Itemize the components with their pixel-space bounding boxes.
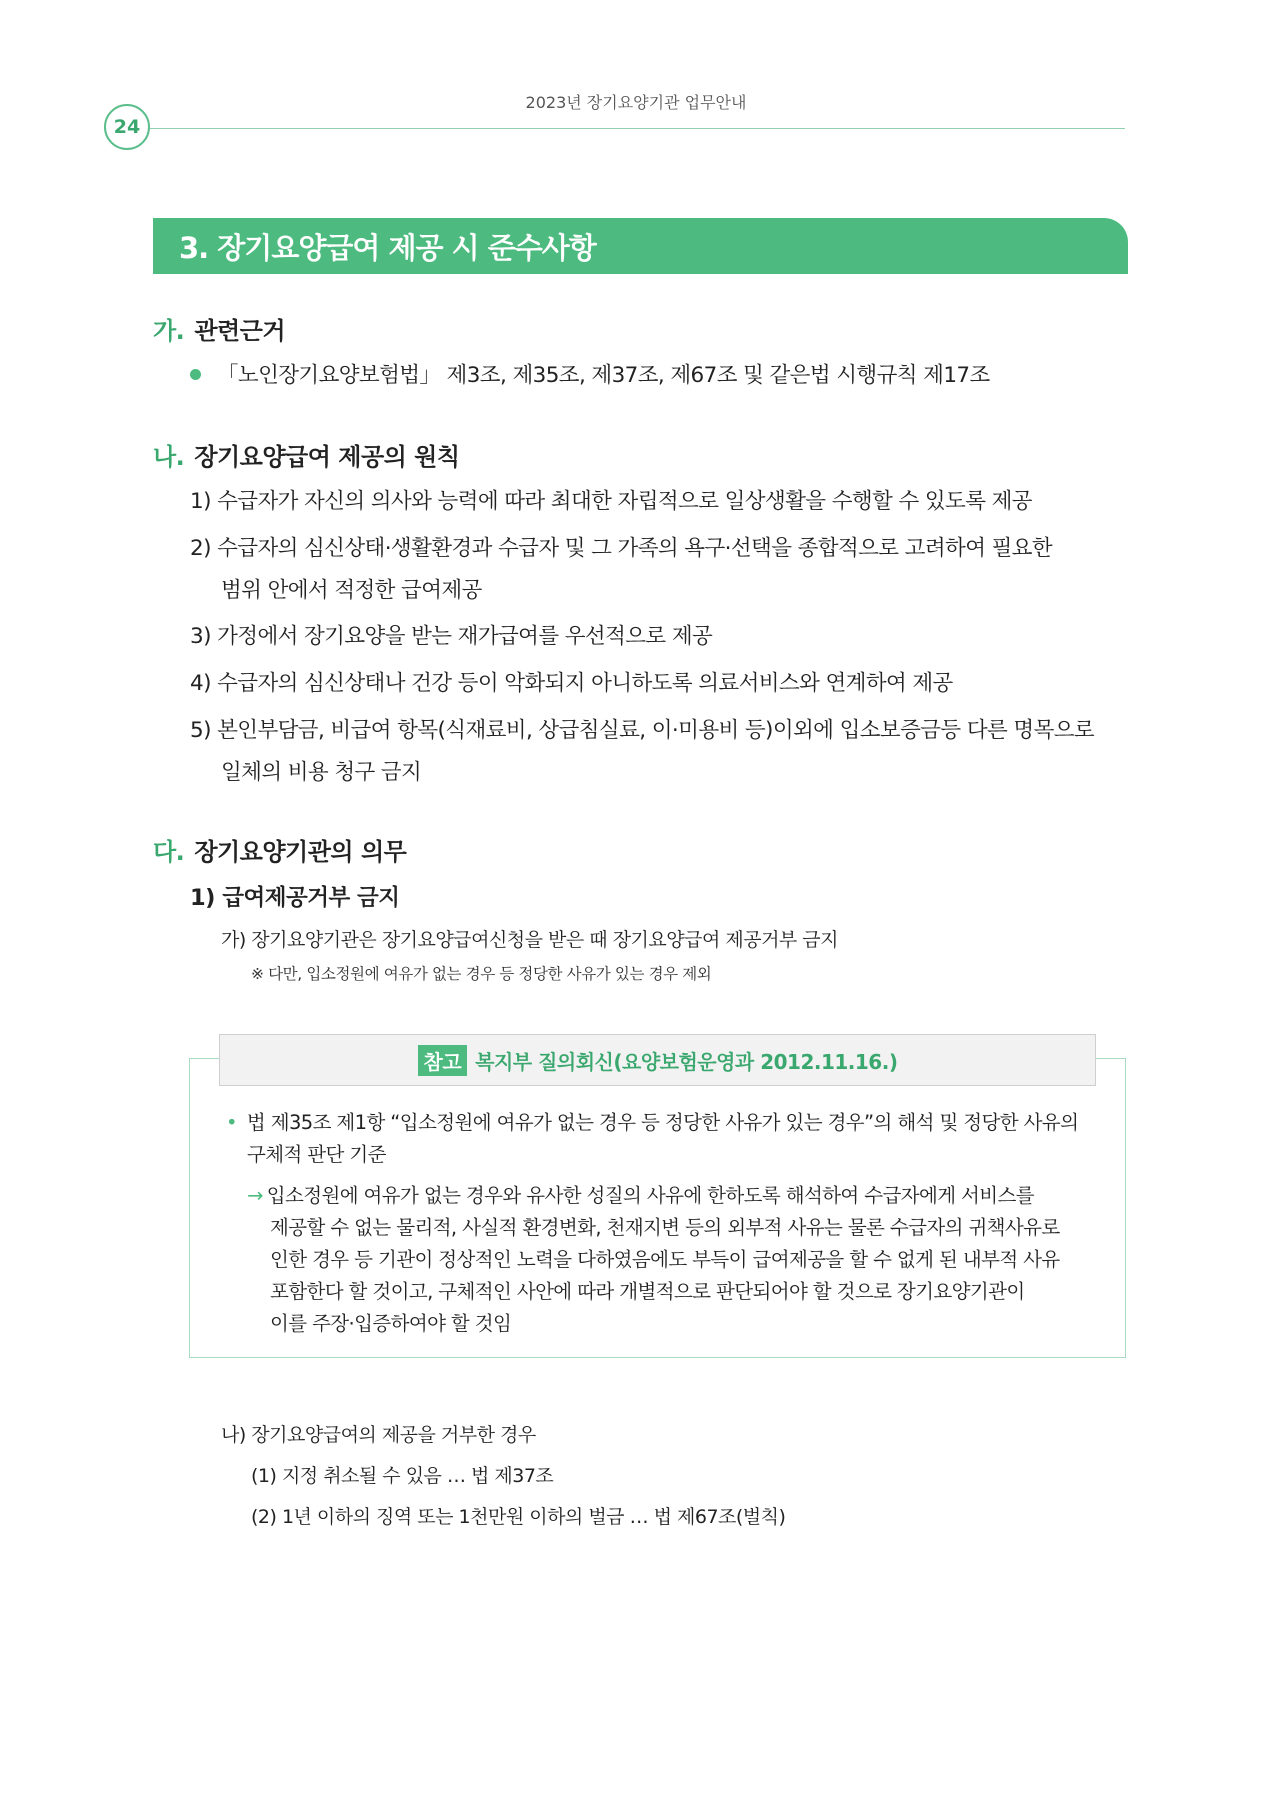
reference-arrow-line-3: 인한 경우 등 기관이 정상적인 노력을 다하였음에도 부득이 급여제공을 할 수 없게 된 내부적 사유 bbox=[270, 1248, 1060, 1271]
subsection-na-heading bbox=[153, 437, 460, 472]
principle-item-1: 1) 수급자가 자신의 의사와 능력에 따라 최대한 자립적으로 일상생활을 수행할 수 있도록 제공 bbox=[190, 489, 1032, 514]
principle-item-2-cont: 범위 안에서 적정한 급여제공 bbox=[221, 578, 482, 603]
refusal-item-1: (1) 지정 취소될 수 있음 … 법 제37조 bbox=[251, 1465, 554, 1487]
subsection-marker: 가. bbox=[153, 317, 185, 345]
principle-item-5-cont: 일체의 비용 청구 금지 bbox=[221, 760, 422, 785]
subsection-ga-heading bbox=[153, 311, 285, 346]
page-number-badge: 24 bbox=[104, 104, 150, 150]
reference-arrow-line-4: 포함한다 할 것이고, 구체적인 사안에 따라 개별적으로 판단되어야 할 것으로 장기요양기관이 bbox=[270, 1280, 1025, 1303]
reference-arrow-line-2: 제공할 수 없는 물리적, 사실적 환경변화, 천재지변 등의 외부적 사유는 물론 수급자의 귀책사유로 bbox=[270, 1216, 1060, 1239]
legal-basis-bullet bbox=[190, 358, 990, 389]
obligation-ga-item: 가) 장기요양기관은 장기요양급여신청을 받은 때 장기요양급여 제공거부 금지 bbox=[221, 929, 839, 951]
bullet-dot-icon bbox=[190, 369, 201, 380]
arrow-right-icon: → bbox=[247, 1184, 263, 1207]
reference-bullet-text: 법 제35조 제1항 “입소정원에 여유가 없는 경우 등 정당한 사유가 있는 경우”의 해석 및 정당한 사유의 bbox=[246, 1111, 1079, 1134]
reference-bullet-line-2: 구체적 판단 기준 bbox=[247, 1143, 386, 1166]
header-divider bbox=[150, 128, 1125, 129]
obligation-1-heading: 1) 급여제공거부 금지 bbox=[190, 885, 400, 911]
principle-item-3: 3) 가정에서 장기요양을 받는 재가급여를 우선적으로 제공 bbox=[190, 624, 713, 649]
principle-item-2: 2) 수급자의 심신상태·생활환경과 수급자 및 그 가족의 욕구·선택을 종합적으로 고려하여 필요한 bbox=[190, 536, 1053, 561]
reference-bullet-line-1 bbox=[226, 1107, 1078, 1135]
legal-basis-text: 「노인장기요양보험법」 제3조, 제35조, 제37조, 제67조 및 같은법 시행규칙 제17조 bbox=[217, 363, 990, 388]
refusal-heading: 나) 장기요양급여의 제공을 거부한 경우 bbox=[221, 1424, 536, 1446]
section-title-bar bbox=[153, 218, 1128, 274]
reference-tag: 참고 bbox=[418, 1045, 468, 1076]
running-header-title: 2023년 장기요양기관 업무안내 bbox=[525, 93, 747, 112]
section-title: 3. 장기요양급여 제공 시 준수사항 bbox=[179, 230, 596, 265]
refusal-item-2: (2) 1년 이하의 징역 또는 1천만원 이하의 벌금 … 법 제67조(벌칙) bbox=[251, 1506, 786, 1528]
reference-arrow-text: 입소정원에 여유가 없는 경우와 유사한 성질의 사유에 한하도록 해석하여 수급자에게 서비스를 bbox=[266, 1184, 1034, 1207]
subsection-title: 장기요양급여 제공의 원칙 bbox=[194, 443, 460, 471]
reference-bullet-icon: • bbox=[226, 1111, 237, 1134]
subsection-title: 관련근거 bbox=[194, 317, 286, 345]
subsection-marker: 나. bbox=[153, 443, 185, 471]
reference-arrow-line-5: 이를 주장·입증하여야 할 것임 bbox=[270, 1312, 512, 1335]
principle-item-5: 5) 본인부담금, 비급여 항목(식재료비, 상급침실료, 이·미용비 등)이외에 입소보증금등 다른 명목으로 bbox=[190, 718, 1095, 743]
subsection-marker: 다. bbox=[153, 838, 185, 866]
reference-title-box bbox=[219, 1034, 1096, 1086]
subsection-title: 장기요양기관의 의무 bbox=[194, 838, 407, 866]
reference-arrow-line-1 bbox=[247, 1180, 1034, 1208]
reference-title: 복지부 질의회신(요양보험운영과 2012.11.16.) bbox=[475, 1049, 898, 1074]
principle-item-4: 4) 수급자의 심신상태나 건강 등이 악화되지 아니하도록 의료서비스와 연계하여 제공 bbox=[190, 671, 953, 696]
subsection-da-heading bbox=[153, 832, 406, 867]
obligation-ga-note: ※ 다만, 입소정원에 여유가 없는 경우 등 정당한 사유가 있는 경우 제외 bbox=[251, 965, 712, 983]
